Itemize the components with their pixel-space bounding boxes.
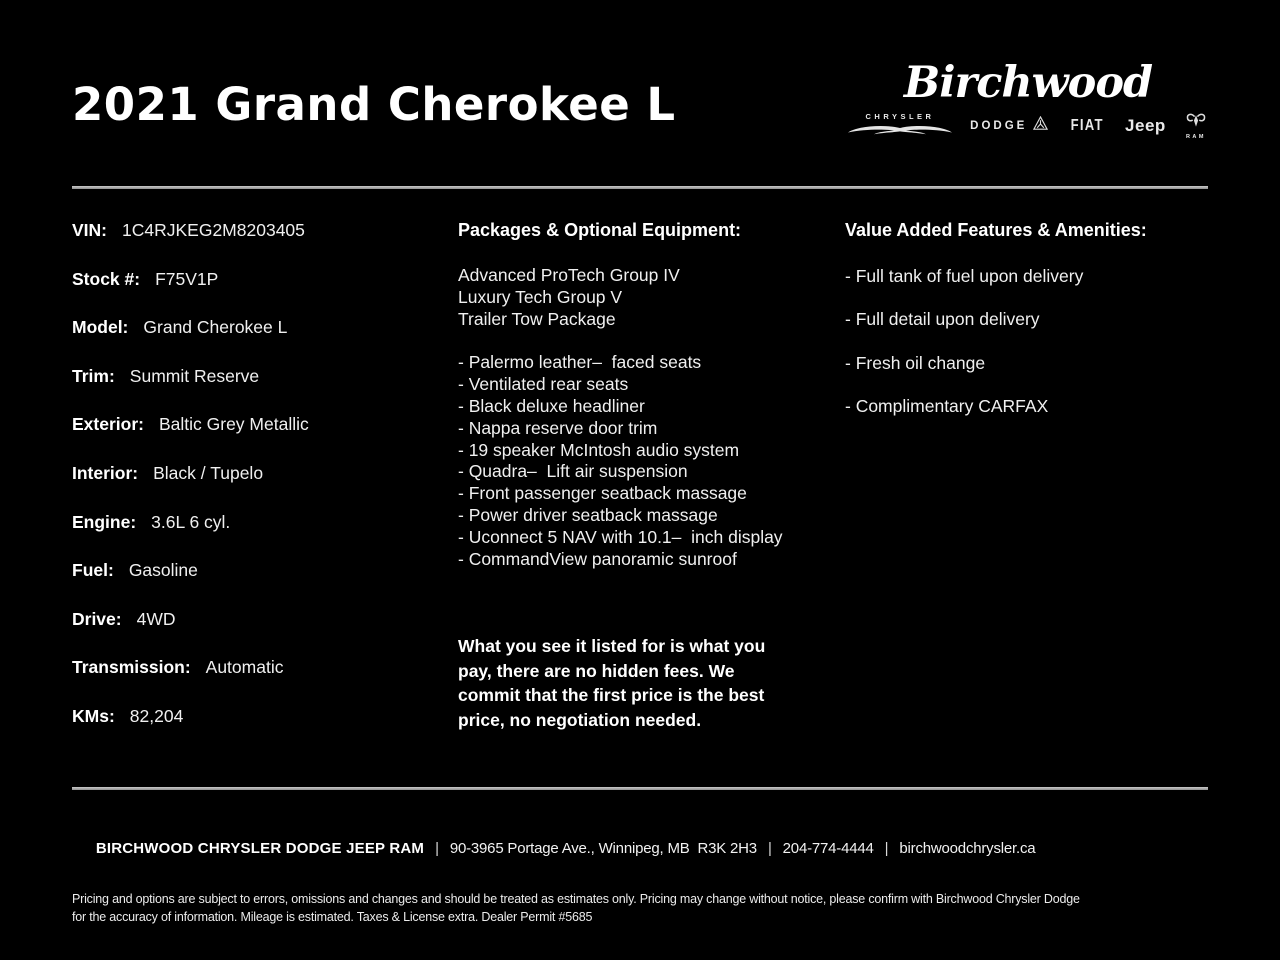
spec-value: Summit Reserve	[129, 365, 260, 386]
birchwood-script-logo: Birchwood	[903, 58, 1153, 108]
package-group: Luxury Tech Group V	[458, 286, 623, 307]
spec-row-drive	[72, 608, 458, 630]
header	[72, 0, 1208, 186]
footer	[72, 790, 1208, 926]
spec-row-trim	[72, 365, 458, 387]
specs-column	[72, 219, 458, 787]
disclaimer-line: for the accuracy of information. Mileage is estimated. Taxes & License extra. Dealer Permit #5685	[72, 909, 593, 924]
option-item: - Quadra– Lift air suspension	[458, 461, 688, 482]
separator: |	[435, 840, 439, 857]
jeep-wordmark: Jeep	[1125, 115, 1166, 135]
dealer-logo	[848, 58, 1208, 140]
page-title: 2021 Grand Cherokee L	[72, 78, 676, 131]
price-promise-line: price, no negotiation needed.	[458, 709, 702, 730]
package-group: Advanced ProTech Group IV	[458, 265, 680, 285]
spec-value: Black / Tupelo	[153, 462, 264, 483]
option-item: - Palermo leather– faced seats	[458, 352, 702, 373]
spec-value: Baltic Grey Metallic	[158, 414, 309, 435]
spec-row-interior	[72, 462, 458, 484]
value-added-heading: Value Added Features & Amenities:	[845, 220, 1147, 240]
jeep-logo	[1125, 116, 1166, 136]
value-added-column	[845, 219, 1208, 787]
value-added-item: - Fresh oil change	[845, 352, 986, 373]
brand-logo-row	[848, 111, 1208, 140]
spec-label: Engine:	[72, 511, 137, 532]
spec-value: Automatic	[205, 657, 284, 678]
dodge-wordmark: DODGE	[970, 119, 1028, 132]
spec-row-stock	[72, 268, 458, 290]
separator: |	[884, 840, 889, 857]
dealer-name: BIRCHWOOD CHRYSLER DODGE JEEP RAM	[95, 840, 425, 857]
option-item: - Uconnect 5 NAV with 10.1– inch display	[458, 526, 783, 547]
option-item: - Power driver seatback massage	[458, 504, 718, 525]
spec-label: Transmission:	[72, 657, 191, 678]
price-promise-line: commit that the first price is the best	[458, 685, 765, 706]
value-added-item: - Full tank of fuel upon delivery	[845, 266, 1084, 286]
spec-label: Interior:	[72, 462, 139, 483]
value-added-item: - Complimentary CARFAX	[845, 395, 1049, 416]
price-promise	[458, 634, 845, 732]
spec-value: Gasoline	[128, 560, 198, 581]
spec-label: Model:	[72, 317, 129, 338]
packages-column	[458, 219, 845, 787]
spec-row-vin	[72, 219, 458, 241]
spec-value: 1C4RJKEG2M8203405	[122, 220, 305, 240]
disclaimer	[72, 891, 1208, 926]
price-promise-line: pay, there are no hidden fees. We	[458, 660, 735, 681]
spec-label: Exterior:	[72, 414, 144, 435]
separator: |	[767, 840, 772, 857]
value-added-item: - Full detail upon delivery	[845, 309, 1040, 330]
spec-label: Stock #:	[72, 268, 141, 289]
ram-head-icon	[1184, 111, 1208, 133]
spec-row-transmission	[72, 656, 458, 678]
dealer-contact-line	[72, 823, 1208, 874]
dealer-address: 90-3965 Portage Ave., Winnipeg, MB R3K 2H3	[449, 840, 757, 857]
package-groups	[458, 265, 845, 330]
dealer-phone: 204-774-4444	[782, 840, 874, 857]
option-item: - Ventilated rear seats	[458, 374, 629, 395]
spec-label: Fuel:	[72, 560, 114, 581]
ram-logo	[1184, 111, 1208, 140]
spec-row-exterior	[72, 413, 458, 435]
chrysler-logo	[848, 112, 952, 140]
spec-value: 4WD	[136, 608, 176, 629]
spec-row-fuel	[72, 559, 458, 581]
disclaimer-line: Pricing and options are subject to errors, omissions and changes and should be treated as estimates only. Pricing may change without notice, please confirm with Birchwood Chrysler Dodge	[72, 892, 1080, 906]
price-promise-line: What you see it listed for is what you	[458, 636, 766, 657]
option-item: - 19 speaker McIntosh audio system	[458, 439, 740, 460]
spec-value: 3.6L 6 cyl.	[151, 511, 231, 532]
dealer-website: birchwoodchrysler.ca	[899, 840, 1036, 857]
fiat-wordmark: FIAT	[1070, 116, 1104, 134]
option-item: - Nappa reserve door trim	[458, 417, 658, 438]
spec-value: F75V1P	[155, 268, 219, 289]
package-group: Trailer Tow Package	[458, 308, 616, 329]
spec-value: Grand Cherokee L	[143, 317, 288, 338]
spec-value: 82,204	[129, 705, 184, 726]
dodge-fratzog-icon	[1033, 116, 1048, 136]
option-item: - Front passenger seatback massage	[458, 483, 747, 504]
spec-row-model	[72, 316, 458, 338]
spec-row-engine	[72, 511, 458, 533]
dodge-logo	[970, 116, 1048, 136]
spec-label: Trim:	[72, 365, 115, 386]
option-item: - Black deluxe headliner	[458, 395, 645, 416]
chrysler-wing-icon	[848, 122, 952, 140]
spec-label: KMs:	[72, 705, 115, 726]
option-item: - CommandView panoramic sunroof	[458, 548, 737, 569]
main-content	[72, 189, 1208, 787]
spec-label: Drive:	[72, 608, 122, 629]
fiat-logo	[1067, 117, 1107, 135]
options-list	[458, 352, 845, 570]
chrysler-wordmark: CHRYSLER	[865, 111, 935, 121]
value-added-list	[845, 265, 1208, 417]
spec-label: VIN:	[72, 220, 107, 240]
spec-row-kms	[72, 705, 458, 727]
packages-heading: Packages & Optional Equipment:	[458, 220, 742, 240]
ram-wordmark: RAM	[1185, 134, 1206, 140]
